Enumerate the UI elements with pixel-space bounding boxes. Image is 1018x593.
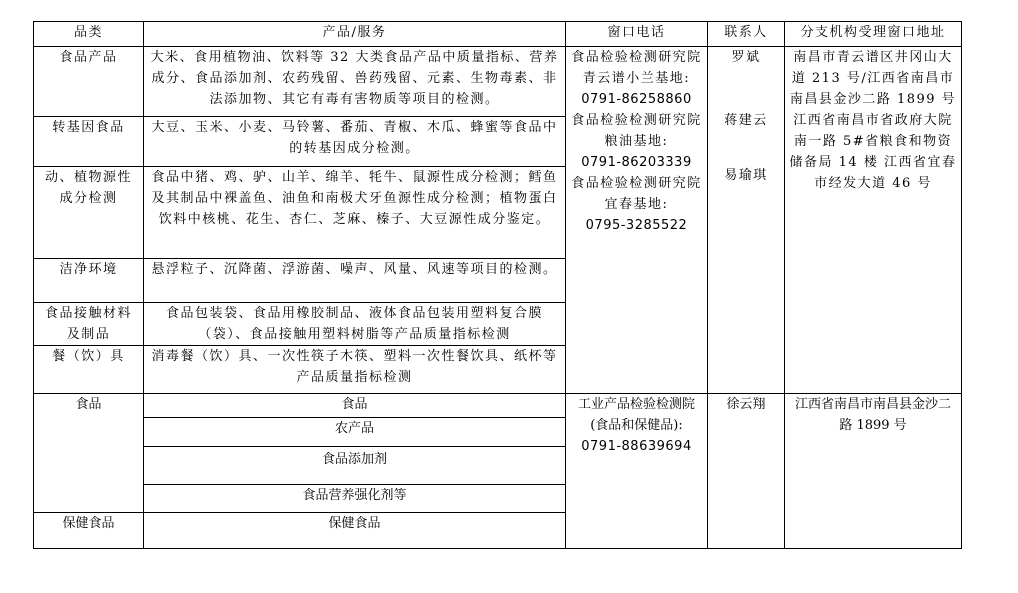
header-row bbox=[34, 22, 962, 47]
phone-line: 工业产品检验检测院 bbox=[577, 397, 695, 412]
contact-cell bbox=[708, 47, 785, 394]
category-cell: 洁净环境 bbox=[34, 259, 144, 303]
phone-cell bbox=[566, 47, 708, 394]
phone-number: 0795-3285522 bbox=[585, 218, 688, 233]
product-cell: 农产品 bbox=[144, 418, 566, 447]
product-cell: 大豆、玉米、小麦、马铃薯、番茄、青椒、木瓜、蜂蜜等食品中的转基因成分检测。 bbox=[144, 117, 566, 167]
phone-line: 食品检验检测研究院粮油基地: bbox=[571, 113, 702, 149]
product-cell: 食品添加剂 bbox=[144, 447, 566, 485]
category-cell: 转基因食品 bbox=[34, 117, 144, 167]
header-phone: 窗口电话 bbox=[566, 22, 708, 47]
product-cell: 食品中猪、鸡、驴、山羊、绵羊、牦牛、鼠源性成分检测；鳕鱼及其制品中裸盖鱼、油鱼和南极犬牙鱼源性成分检测；植物蛋白饮料中核桃、花生、杏仁、芝麻、榛子、大豆源性成分鉴定。 bbox=[144, 167, 566, 259]
product-cell: 消毒餐（饮）具、一次性筷子木筷、塑料一次性餐饮具、纸杯等产品质量指标检测 bbox=[144, 346, 566, 394]
phone-cell bbox=[566, 394, 708, 549]
header-category: 品类 bbox=[34, 22, 144, 47]
category-cell: 保健食品 bbox=[34, 513, 144, 549]
header-contact: 联系人 bbox=[708, 22, 785, 47]
contact-name: 罗斌 bbox=[731, 50, 761, 65]
address-cell: 江西省南昌市南昌县金沙二路 1899 号 bbox=[785, 394, 962, 549]
phone-number: 0791-86258860 bbox=[581, 92, 692, 107]
category-cell: 食品 bbox=[34, 394, 144, 513]
table-row bbox=[34, 47, 962, 117]
contact-name: 蒋建云 bbox=[724, 113, 768, 128]
phone-line: 食品检验检测研究院青云谱小兰基地: bbox=[571, 50, 702, 86]
category-cell: 食品产品 bbox=[34, 47, 144, 117]
category-cell: 食品接触材料及制品 bbox=[34, 303, 144, 346]
product-cell: 大米、食用植物油、饮料等 32 大类食品产品中质量指标、营养成分、食品添加剂、农药残留、兽药残留、元素、生物毒素、非法添加物、其它有毒有害物质等项目的检测。 bbox=[144, 47, 566, 117]
header-address: 分支机构受理窗口地址 bbox=[785, 22, 962, 47]
phone-line: (食品和保健品): bbox=[590, 418, 683, 433]
product-cell: 悬浮粒子、沉降菌、浮游菌、噪声、风量、风速等项目的检测。 bbox=[144, 259, 566, 303]
product-cell: 食品包装袋、食品用橡胶制品、液体食品包装用塑料复合膜（袋）、食品接触用塑料树脂等产品质量指标检测 bbox=[144, 303, 566, 346]
phone-number: 0791-88639694 bbox=[581, 439, 692, 454]
header-product: 产品/服务 bbox=[144, 22, 566, 47]
product-cell: 保健食品 bbox=[144, 513, 566, 549]
contact-cell: 徐云翔 bbox=[708, 394, 785, 549]
phone-number: 0791-86203339 bbox=[581, 155, 692, 170]
category-cell: 餐（饮）具 bbox=[34, 346, 144, 394]
contact-name: 易瑜琪 bbox=[724, 168, 768, 183]
product-cell: 食品营养强化剂等 bbox=[144, 485, 566, 513]
category-cell: 动、植物源性成分检测 bbox=[34, 167, 144, 259]
table-row bbox=[34, 394, 962, 418]
address-cell: 南昌市青云谱区井冈山大道 213 号/江西省南昌市南昌县金沙二路 1899 号 江西省南昌市省政府大院南一路 5#省粮食和物资储备局 14 楼 江西省宜春市经发大道 46 号 bbox=[785, 47, 962, 394]
product-cell: 食品 bbox=[144, 394, 566, 418]
service-table bbox=[33, 21, 962, 549]
phone-line: 食品检验检测研究院宜春基地: bbox=[571, 176, 702, 212]
